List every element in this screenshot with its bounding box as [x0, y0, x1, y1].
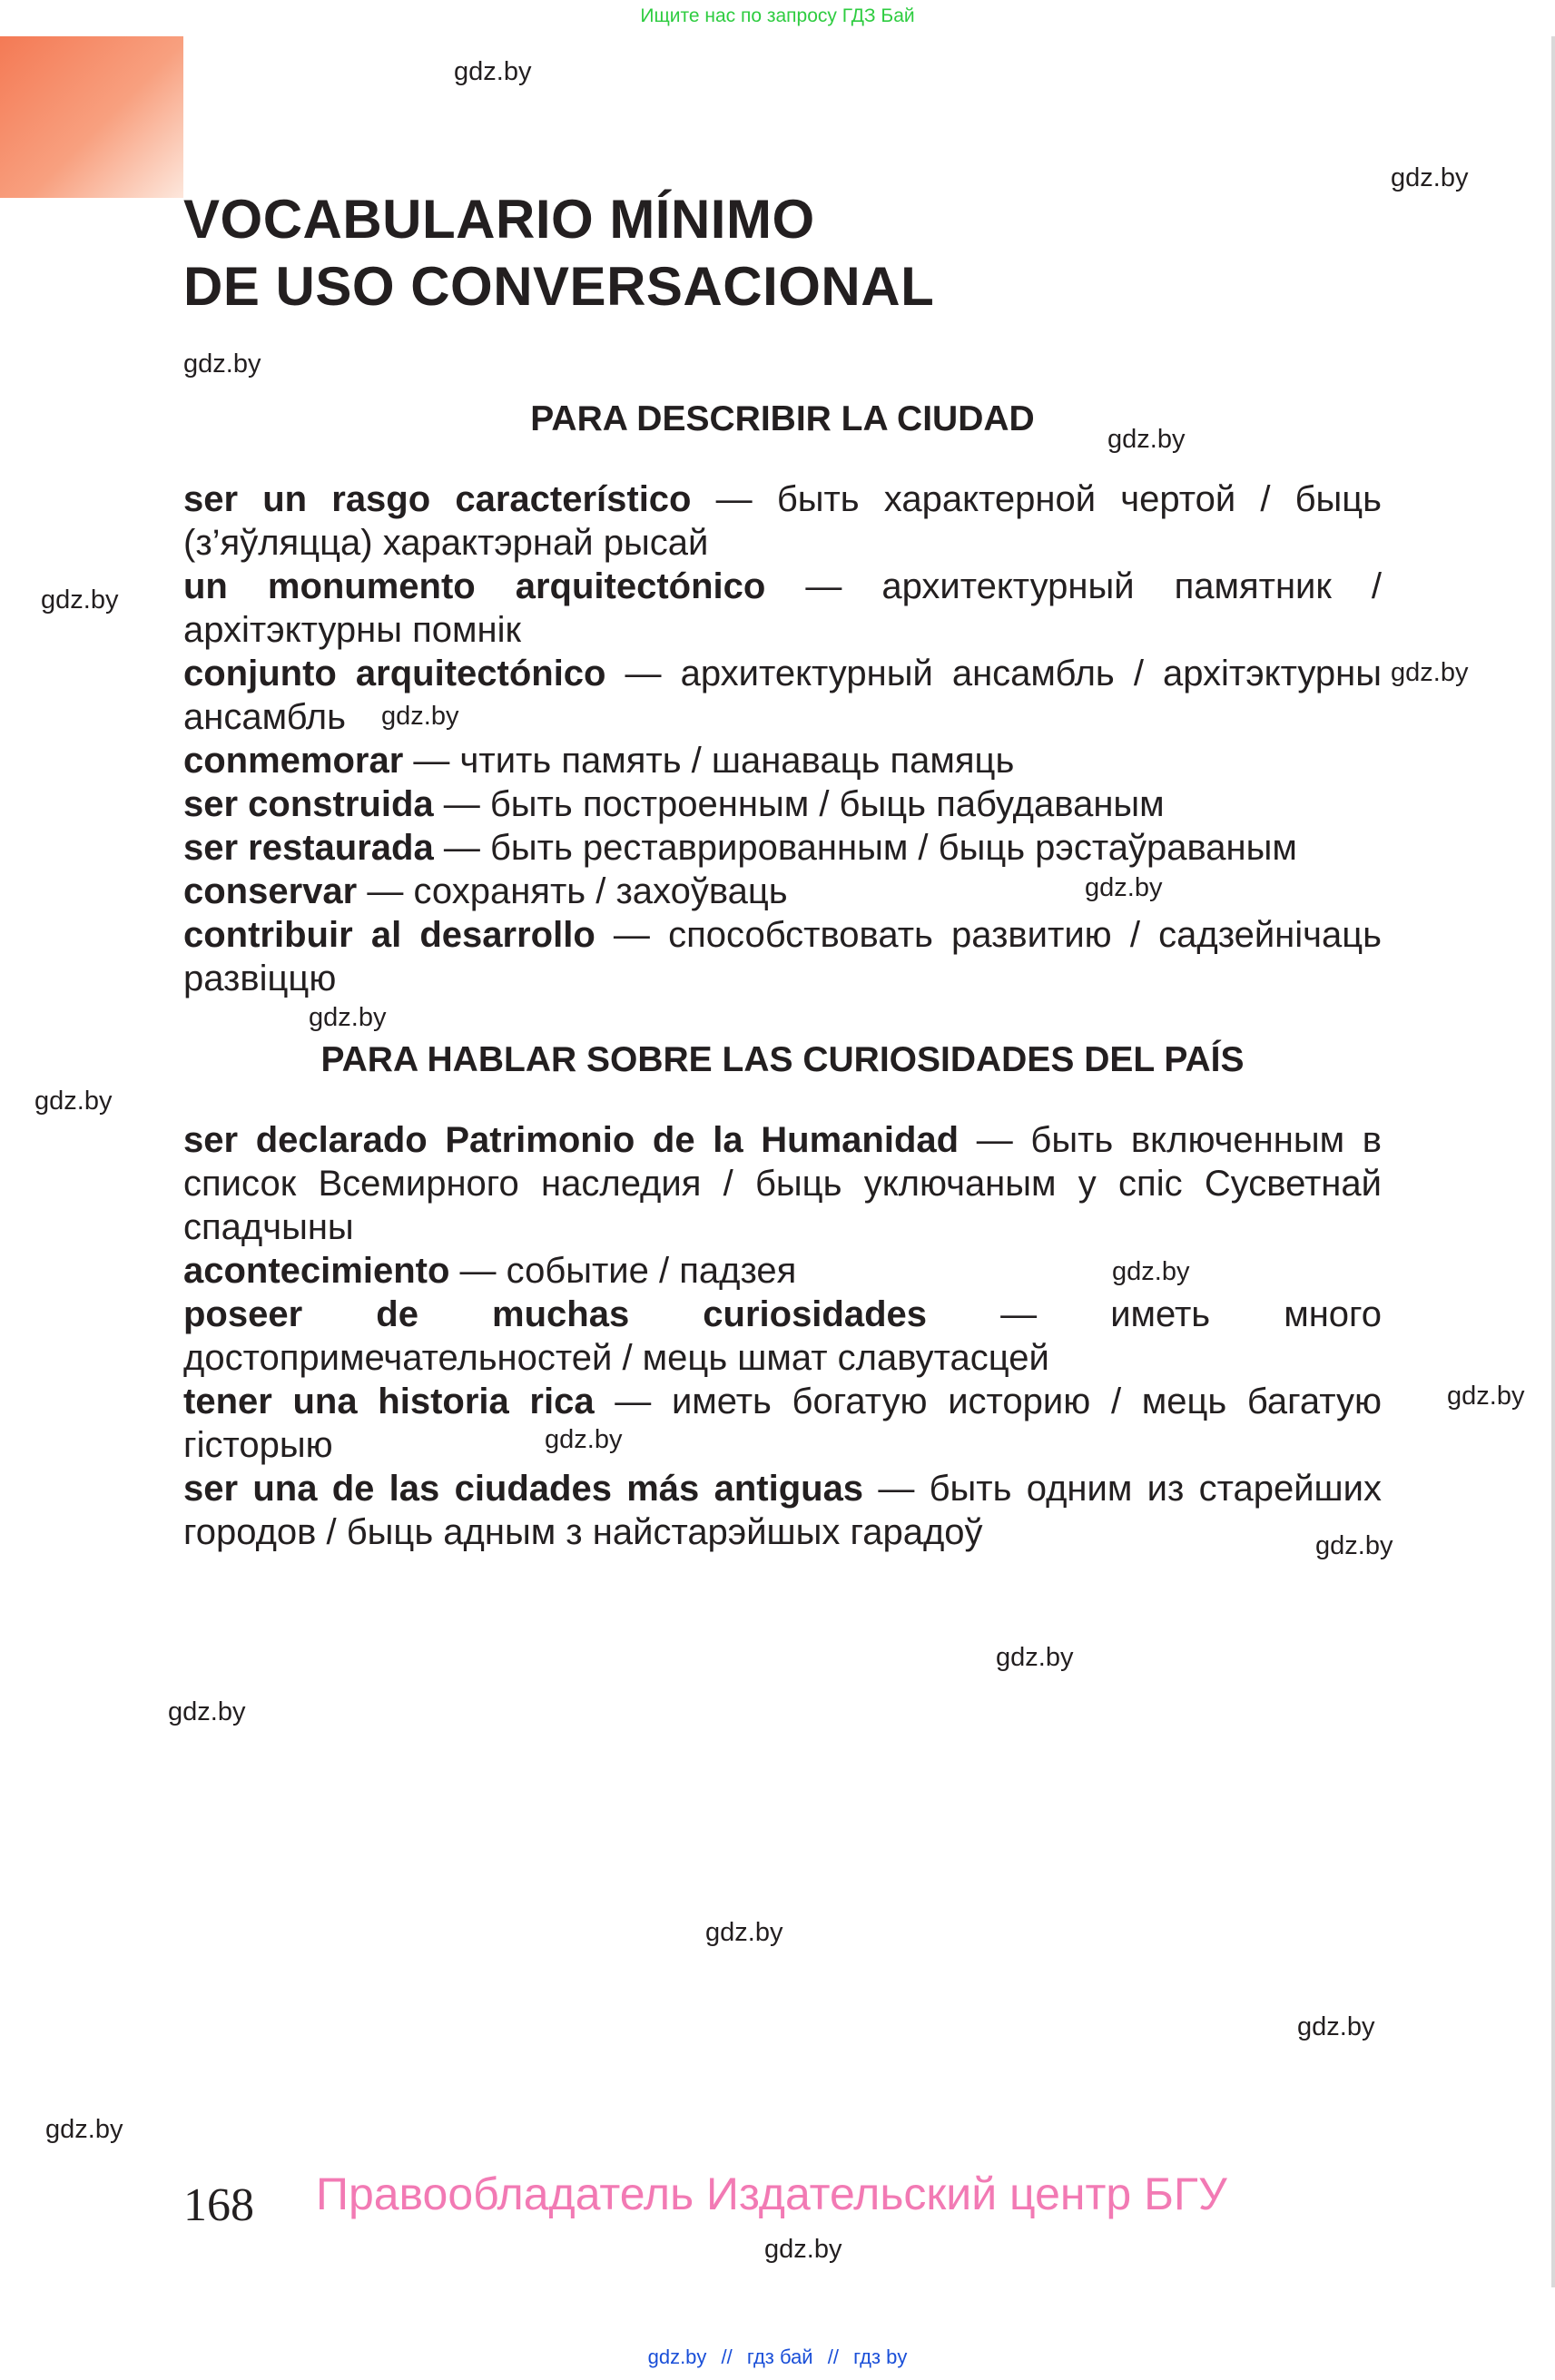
watermark-text: gdz.by	[1085, 873, 1163, 902]
corner-decoration	[0, 36, 183, 198]
vocab-entry	[183, 826, 1382, 870]
vocab-translation: — архитектурный памятник / архітэктурны помнік	[183, 566, 1383, 650]
vocab-entry	[183, 652, 1382, 739]
vocab-translation: — способствовать развитию / садзейнічаць развіццю	[183, 915, 1382, 998]
watermark-text: gdz.by	[996, 1643, 1074, 1672]
vocab-term: conmemorar	[183, 741, 404, 781]
vocab-term: conjunto arquitectónico	[183, 654, 606, 693]
vocab-translation: — быть одним из старейших городов / быць адным з найстарэйшых гарадоў	[183, 1469, 1382, 1552]
vocab-entry	[183, 1118, 1382, 1249]
page-title-line-2: DE USO CONVERSACIONAL	[183, 256, 935, 317]
watermark-text: gdz.by	[1315, 1531, 1393, 1560]
watermark-text: gdz.by	[41, 585, 119, 615]
top-banner: Ищите нас по запросу ГДЗ Бай	[640, 5, 915, 26]
vocab-translation: — быть характерной чертой / быць (з’яўляцца) характэрнай рысай	[183, 479, 1382, 563]
vocab-term: un monumento arquitectónico	[183, 566, 766, 606]
vocab-translation: — быть построенным / быць пабудаваным	[433, 784, 1165, 824]
watermark-text: gdz.by	[381, 702, 459, 731]
vocab-entry	[183, 477, 1382, 565]
vocab-term: acontecimiento	[183, 1251, 450, 1291]
page-title	[183, 186, 934, 320]
vocab-term: ser restaurada	[183, 828, 434, 868]
watermark-text: gdz.by	[764, 2235, 842, 2264]
watermark-text: gdz.by	[34, 1087, 113, 1116]
watermark-text: gdz.by	[1391, 658, 1469, 687]
footer-links	[0, 2346, 1555, 2369]
footer-separator: //	[721, 2346, 733, 2368]
footer-link[interactable]: гдз by	[853, 2346, 908, 2368]
vocab-entry	[183, 870, 1382, 913]
rights-holder-notice: Правообладатель Издательский центр БГУ	[316, 2169, 1227, 2219]
vocab-translation: — иметь богатую историю / мець багатую гісторыю	[183, 1382, 1382, 1465]
page-edge-divider	[1551, 36, 1555, 2287]
vocab-term: tener una historia rica	[183, 1382, 595, 1421]
watermark-text: gdz.by	[1297, 2012, 1375, 2041]
watermark-text: gdz.by	[168, 1697, 246, 1726]
vocab-translation: — архитектурный ансамбль / архітэктурны ансамбль	[183, 654, 1382, 737]
section-heading-curiosities: PARA HABLAR SOBRE LAS CURIOSIDADES DEL PAÍS	[320, 1040, 1245, 1079]
vocab-entry	[183, 913, 1382, 1000]
vocab-term: contribuir al desarrollo	[183, 915, 595, 955]
page-title-line-1: VOCABULARIO MÍNIMO	[183, 189, 815, 250]
vocab-list-city	[183, 477, 1382, 1000]
page-number: 168	[183, 2179, 254, 2231]
vocab-entry	[183, 1249, 1382, 1293]
watermark-text: gdz.by	[1391, 163, 1469, 192]
watermark-text: gdz.by	[1112, 1257, 1190, 1286]
watermark-text: gdz.by	[45, 2115, 123, 2144]
watermark-text: gdz.by	[183, 349, 261, 379]
vocab-entry	[183, 739, 1382, 782]
vocab-term: ser un rasgo característico	[183, 479, 692, 519]
watermark-text: gdz.by	[1447, 1382, 1525, 1411]
vocab-term: poseer de muchas curiosidades	[183, 1294, 928, 1334]
vocab-translation: — событие / падзея	[449, 1251, 797, 1291]
vocab-translation: — быть реставрированным / быць рэстаўраваным	[433, 828, 1297, 868]
watermark-text: gdz.by	[705, 1918, 783, 1947]
vocab-term: ser declarado Patrimonio de la Humanidad	[183, 1120, 960, 1160]
vocab-list-curiosities	[183, 1118, 1382, 1554]
vocab-entry	[183, 782, 1382, 826]
footer-link[interactable]: гдз бай	[746, 2346, 813, 2368]
vocab-entry	[183, 1293, 1382, 1380]
vocab-term: conservar	[183, 871, 358, 911]
watermark-text: gdz.by	[545, 1425, 623, 1454]
vocab-entry	[183, 1380, 1382, 1467]
watermark-text: gdz.by	[1107, 425, 1186, 454]
watermark-text: gdz.by	[309, 1003, 387, 1032]
vocab-term: ser una de las ciudades más antiguas	[183, 1469, 864, 1509]
vocab-translation: — иметь много достопримечательностей / мець шмат славутасцей	[183, 1294, 1382, 1378]
section-heading-city: PARA DESCRIBIR LA CIUDAD	[530, 399, 1035, 438]
footer-link[interactable]: gdz.by	[647, 2346, 707, 2368]
vocab-term: ser construida	[183, 784, 434, 824]
vocab-translation: — чтить память / шанаваць памяць	[403, 741, 1015, 781]
vocab-entry	[183, 565, 1382, 652]
footer-separator: //	[827, 2346, 839, 2368]
watermark-text: gdz.by	[454, 57, 532, 86]
vocab-translation: — сохранять / захоўваць	[357, 871, 788, 911]
vocab-entry	[183, 1467, 1382, 1554]
vocab-translation: — быть включенным в список Всемирного наследия / быць уключаным у спіс Сусветнай спадчыны	[183, 1120, 1383, 1247]
